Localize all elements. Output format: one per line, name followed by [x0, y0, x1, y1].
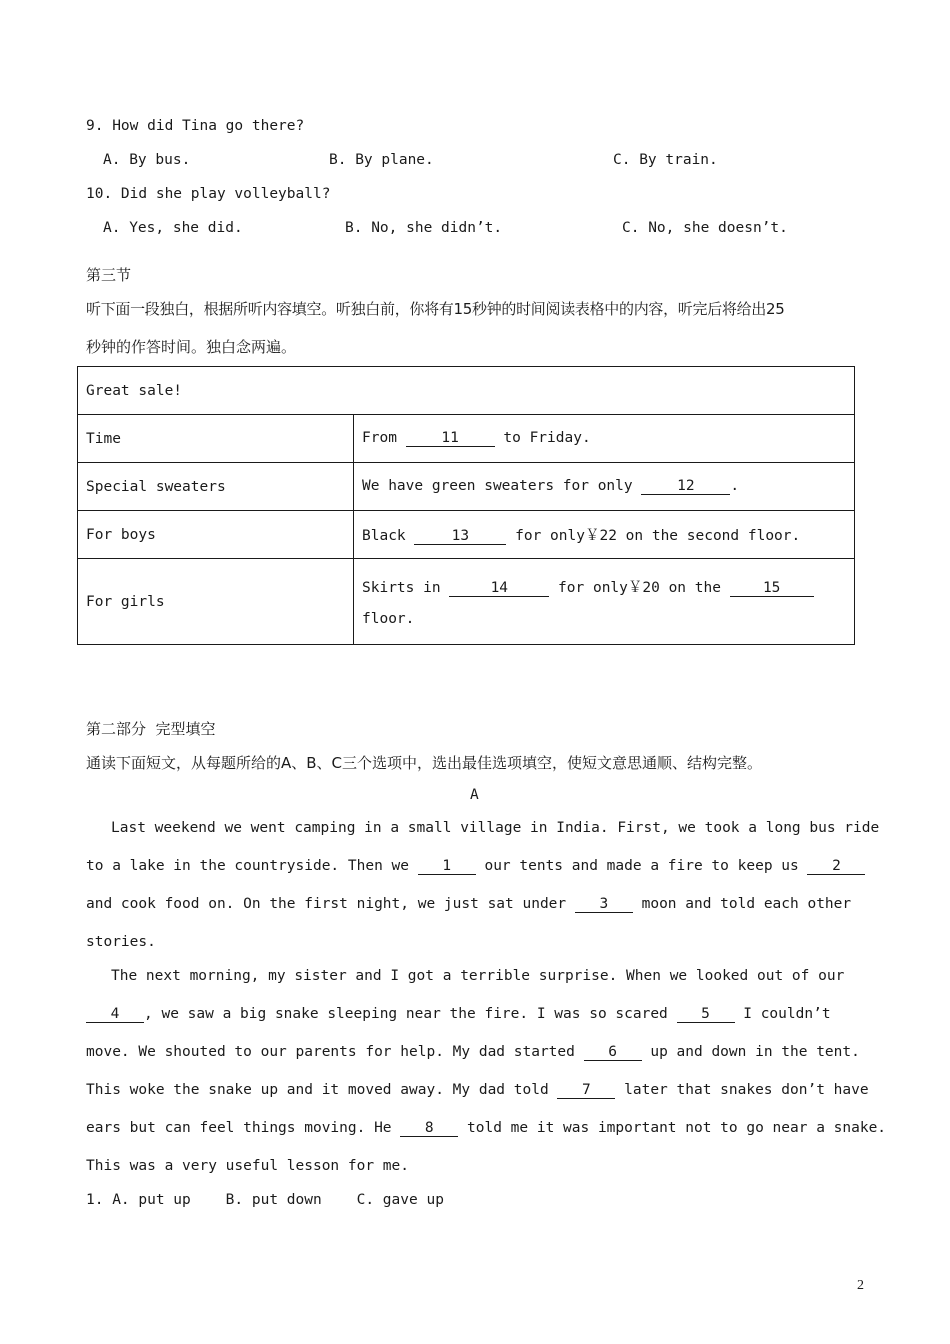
blank-4[interactable]: 4: [86, 1007, 144, 1023]
section-3-instruction-line2: 秒钟的作答时间。独白念两遍。: [86, 338, 297, 356]
blank-3[interactable]: 3: [575, 897, 633, 913]
row-value-for-boys: Black 13 for only￥22 on the second floor.: [354, 511, 855, 559]
passage-line: and cook food on. On the first night, we just sat under 3 moon and told each other: [86, 896, 852, 912]
blank-13[interactable]: 13: [414, 529, 506, 545]
blank-11[interactable]: 11: [406, 431, 495, 447]
passage-line: This woke the snake up and it moved away. My dad told 7 later that snakes don’t have: [86, 1082, 869, 1098]
q10-option-a: A. Yes, she did.: [103, 220, 243, 236]
passage-label: A: [470, 787, 479, 803]
passage-line: This was a very useful lesson for me.: [86, 1158, 410, 1174]
table-header: Great sale!: [78, 367, 855, 415]
blank-8[interactable]: 8: [400, 1121, 458, 1137]
blank-12[interactable]: 12: [641, 479, 730, 495]
q9-option-c: C. By train.: [613, 152, 718, 168]
passage-line: ears but can feel things moving. He 8 told me it was important not to go near a snake.: [86, 1120, 887, 1136]
row-label-for-boys: For boys: [78, 511, 354, 559]
q10-option-b: B. No, she didn’t.: [345, 220, 503, 236]
question-9: 9. How did Tina go there?: [86, 118, 305, 134]
q10-option-c: C. No, she doesn’t.: [622, 220, 788, 236]
row-value-for-girls: Skirts in 14 for only￥20 on the 15 floor.: [354, 559, 855, 645]
sale-table: [77, 366, 855, 645]
blank-7[interactable]: 7: [557, 1083, 615, 1099]
passage-line: stories.: [86, 934, 156, 950]
table-header-row: [78, 367, 855, 415]
table-row: [78, 463, 855, 511]
blank-1[interactable]: 1: [418, 859, 476, 875]
row-label-time: Time: [78, 415, 354, 463]
row-value-special-sweaters: We have green sweaters for only 12 .: [354, 463, 855, 511]
blank-2[interactable]: 2: [807, 859, 865, 875]
passage-line: to a lake in the countryside. Then we 1 our tents and made a fire to keep us 2: [86, 858, 865, 875]
q9-option-b: B. By plane.: [329, 152, 434, 168]
page-number: 2: [857, 1278, 864, 1293]
blank-14[interactable]: 14: [449, 581, 549, 597]
blank-6[interactable]: 6: [584, 1045, 642, 1061]
section-3-title: 第三节: [86, 266, 132, 284]
passage-line: 4 , we saw a big snake sleeping near the fire. I was so scared 5 I couldn’t: [86, 1006, 831, 1023]
part-2-instruction: 通读下面短文，从每题所给的A、B、C三个选项中，选出最佳选项填空，使短文意思通顺、结构完整。: [86, 754, 763, 772]
passage-line: Last weekend we went camping in a small village in India. First, we took a long bus ride: [111, 820, 880, 836]
section-3-instruction-line1: 听下面一段独白，根据所听内容填空。听独白前，你将有15秒钟的时间阅读表格中的内容，听完后将给出25: [86, 300, 785, 318]
question-10: 10. Did she play volleyball?: [86, 186, 331, 202]
row-label-special-sweaters: Special sweaters: [78, 463, 354, 511]
table-row: [78, 511, 855, 559]
table-row: [78, 559, 855, 645]
passage-line: The next morning, my sister and I got a terrible surprise. When we looked out of our: [111, 968, 845, 984]
row-value-time: From 11 to Friday.: [354, 415, 855, 463]
passage-line: move. We shouted to our parents for help. My dad started 6 up and down in the tent.: [86, 1044, 860, 1060]
q9-option-a: A. By bus.: [103, 152, 191, 168]
question-1-options: 1. A. put up B. put down C. gave up: [86, 1192, 444, 1208]
blank-15[interactable]: 15: [730, 581, 814, 597]
table-row: [78, 415, 855, 463]
part-2-title: 第二部分 完型填空: [86, 720, 216, 738]
row-label-for-girls: For girls: [78, 559, 354, 645]
blank-5[interactable]: 5: [677, 1007, 735, 1023]
